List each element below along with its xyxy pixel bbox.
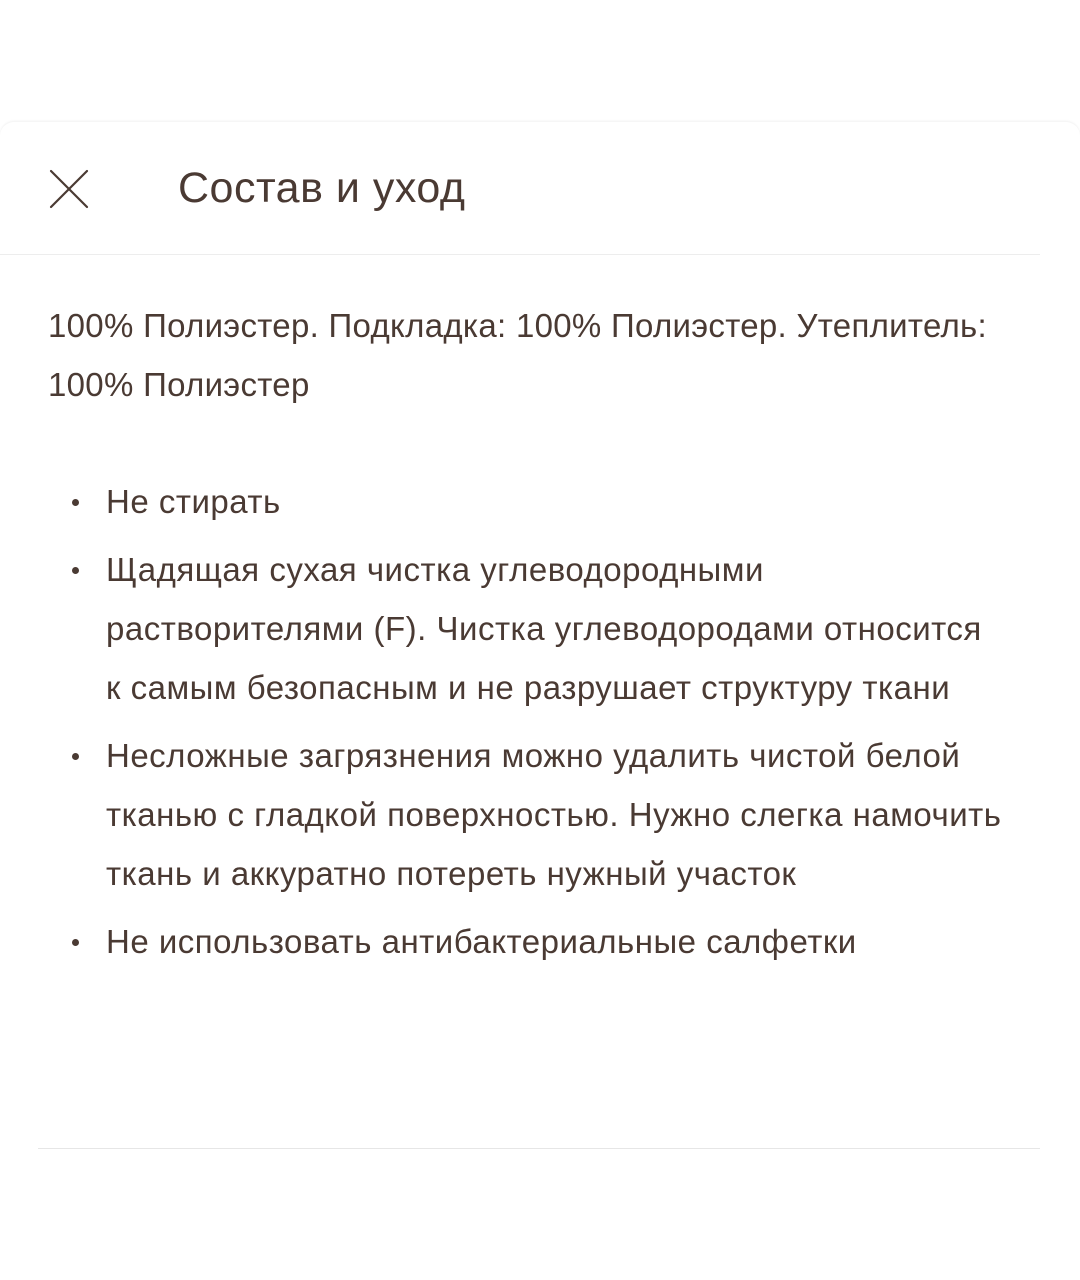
close-button[interactable] [44,164,94,214]
bullet-icon [72,939,79,946]
care-item-no-wash [0,472,1006,531]
bottom-sheet [0,122,1080,1280]
care-item-label: Не стирать [106,483,281,520]
care-item-spot-clean [0,726,1006,903]
care-item-dry-clean [0,540,1006,717]
sheet-header [0,122,1040,255]
care-item-label: Щадящая сухая чистка углеводородными растворителями (F). Чистка углеводородами относится к самым безопасным и не разрушает структуру ткани [106,551,982,706]
composition-text: 100% Полиэстер. Подкладка: 100% Полиэстер. Утеплитель: 100% Полиэстер [48,307,988,403]
care-item-label: Не использовать антибактериальные салфетки [106,923,857,960]
care-instructions-list [0,472,1080,980]
close-icon [47,167,91,211]
care-item-no-wipes [0,912,1006,971]
bullet-icon [72,753,79,760]
bottom-divider [38,1148,1040,1149]
bullet-icon [72,567,79,574]
care-item-label: Несложные загрязнения можно удалить чистой белой тканью с гладкой поверхностью. Нужно слегка намочить ткань и аккуратно потереть нужный участок [106,737,1002,892]
bullet-icon [72,499,79,506]
sheet-title: Состав и уход [178,164,466,212]
